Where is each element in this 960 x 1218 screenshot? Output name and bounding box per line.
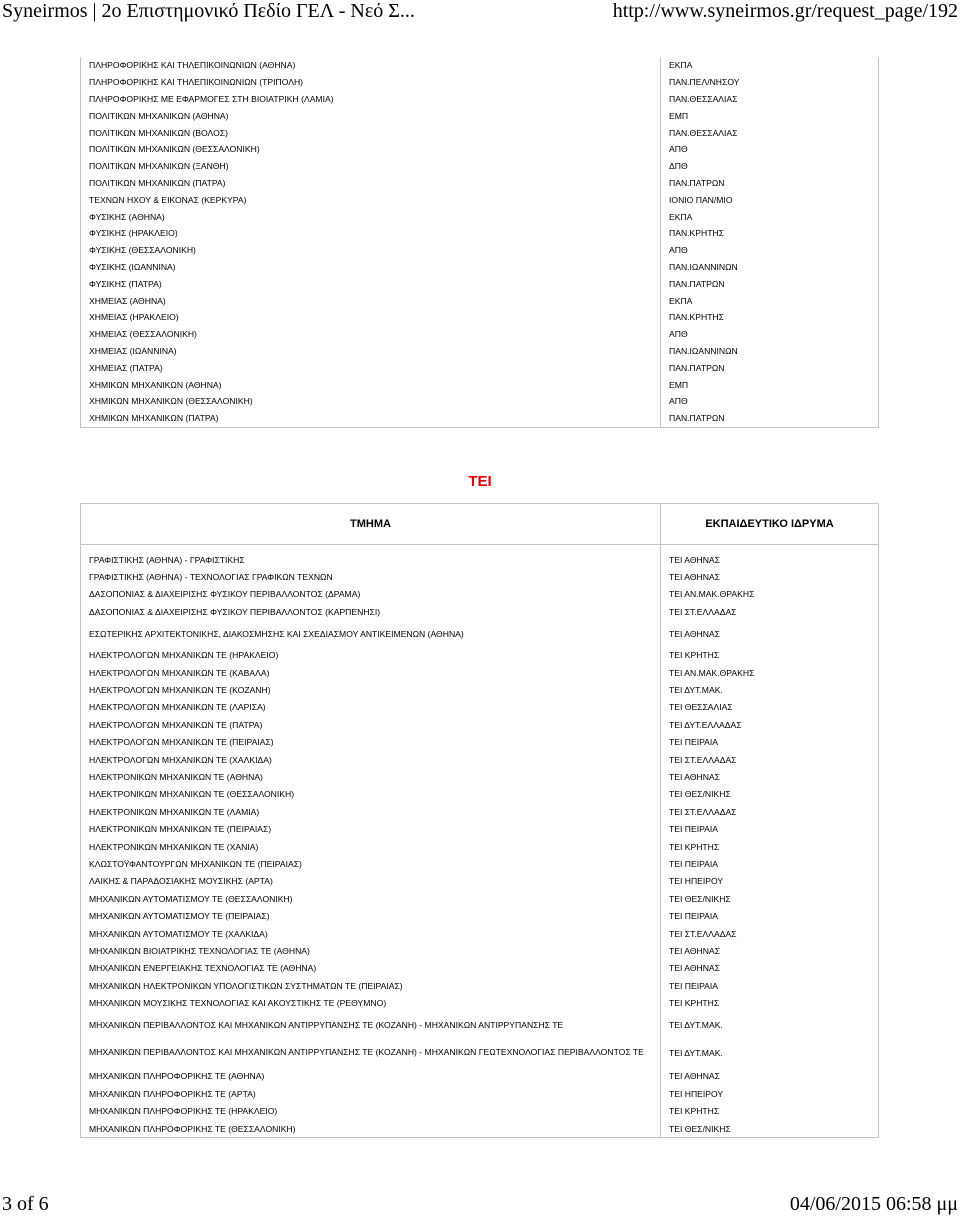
- department-cell: ΔΑΣΟΠΟΝΙΑΣ & ΔΙΑΧΕΙΡΙΣΗΣ ΦΥΣΙΚΟΥ ΠΕΡΙΒΑΛΛΟΝΤΟΣ (ΔΡΑΜΑ): [81, 586, 661, 603]
- table-row: [81, 141, 879, 158]
- table-row: [81, 820, 879, 837]
- page-title: Syneirmos | 2ο Επιστημονικό Πεδίο ΓΕΛ - Νεό Σ...: [2, 0, 415, 22]
- institution-cell: ΠΑΝ.ΠΑΤΡΩΝ: [661, 410, 879, 427]
- table-row: [81, 977, 879, 994]
- department-cell: ΤΕΧΝΩΝ ΗΧΟΥ & ΕΙΚΟΝΑΣ (ΚΕΡΚΥΡΑ): [81, 191, 661, 208]
- department-cell: ΧΗΜΕΙΑΣ (ΠΑΤΡΑ): [81, 359, 661, 376]
- table-row: [81, 699, 879, 716]
- column-header-institution: ΕΚΠΑΙΔΕΥΤΙΚΟ ΙΔΡΥΜΑ: [661, 504, 879, 545]
- institution-cell: ΠΑΝ.ΠΑΤΡΩΝ: [661, 359, 879, 376]
- institution-cell: ΔΠΘ: [661, 158, 879, 175]
- institution-cell: ΕΜΠ: [661, 107, 879, 124]
- institution-cell: ΠΑΝ.ΠΑΤΡΩΝ: [661, 275, 879, 292]
- table-row: [81, 393, 879, 410]
- department-cell: ΗΛΕΚΤΡΟΝΙΚΩΝ ΜΗΧΑΝΙΚΩΝ ΤΕ (ΛΑΜΙΑ): [81, 803, 661, 820]
- institution-cell: ΤΕΙ ΑΝ.ΜΑΚ.ΘΡΑΚΗΣ: [661, 664, 879, 681]
- table-row: [81, 359, 879, 376]
- page-url: http://www.syneirmos.gr/request_page/192: [612, 0, 958, 22]
- table-row: [81, 275, 879, 292]
- department-cell: ΠΟΛΙΤΙΚΩΝ ΜΗΧΑΝΙΚΩΝ (ΘΕΣΣΑΛΟΝΙΚΗ): [81, 141, 661, 158]
- institution-cell: ΤΕΙ ΑΘΗΝΑΣ: [661, 551, 879, 568]
- department-cell: ΜΗΧΑΝΙΚΩΝ ΠΕΡΙΒΑΛΛΟΝΤΟΣ ΚΑΙ ΜΗΧΑΝΙΚΩΝ ΑΝΤΙΡΡΥΠΑΝΣΗΣ ΤΕ (ΚΟΖΑΝΗ) - ΜΗΧΑΝΙΚΩΝ ΓΕΩΤΕΧΝΟΛΟΓΙΑΣ ΠΕΡΙΒΑΛΛΟΝΤΟΣ ΤΕ: [81, 1038, 661, 1068]
- table-row: [81, 716, 879, 733]
- print-datetime: 04/06/2015 06:58 μμ: [789, 1193, 958, 1215]
- institution-cell: ΠΑΝ.ΠΕΛ/ΝΗΣΟΥ: [661, 74, 879, 91]
- department-cell: ΠΟΛΙΤΙΚΩΝ ΜΗΧΑΝΙΚΩΝ (ΞΑΝΘΗ): [81, 158, 661, 175]
- table-row: [81, 208, 879, 225]
- department-cell: ΠΛΗΡΟΦΟΡΙΚΗΣ ΚΑΙ ΤΗΛΕΠΙΚΟΙΝΩΝΙΩΝ (ΑΘΗΝΑ): [81, 57, 661, 74]
- tei-section-title: ΤΕΙ: [468, 473, 492, 490]
- table-row: [81, 681, 879, 698]
- department-cell: ΜΗΧΑΝΙΚΩΝ ΑΥΤΟΜΑΤΙΣΜΟΥ ΤΕ (ΠΕΙΡΑΙΑΣ): [81, 907, 661, 924]
- department-cell: ΜΗΧΑΝΙΚΩΝ ΠΕΡΙΒΑΛΛΟΝΤΟΣ ΚΑΙ ΜΗΧΑΝΙΚΩΝ ΑΝΤΙΡΡΥΠΑΝΣΗΣ ΤΕ (ΚΟΖΑΝΗ) - ΜΗΧΑΝΙΚΩΝ ΑΝΤΙΡΡΥΠΑΝΣΗΣ ΤΕ: [81, 1012, 661, 1038]
- table-row: [81, 74, 879, 91]
- department-cell: ΗΛΕΚΤΡΟΝΙΚΩΝ ΜΗΧΑΝΙΚΩΝ ΤΕ (ΑΘΗΝΑ): [81, 768, 661, 785]
- institution-cell: ΤΕΙ ΠΕΙΡΑΙΑ: [661, 977, 879, 994]
- table-row: [81, 326, 879, 343]
- institution-cell: ΑΠΘ: [661, 393, 879, 410]
- department-cell: ΦΥΣΙΚΗΣ (ΗΡΑΚΛΕΙΟ): [81, 225, 661, 242]
- department-cell: ΜΗΧΑΝΙΚΩΝ ΒΙΟΙΑΤΡΙΚΗΣ ΤΕΧΝΟΛΟΓΙΑΣ ΤΕ (ΑΘΗΝΑ): [81, 942, 661, 959]
- table-row: [81, 568, 879, 585]
- institution-cell: ΤΕΙ ΚΡΗΤΗΣ: [661, 1103, 879, 1120]
- table-row: [81, 890, 879, 907]
- institution-cell: ΠΑΝ.ΙΩΑΝΝΙΝΩΝ: [661, 259, 879, 276]
- department-cell: ΗΛΕΚΤΡΟΛΟΓΩΝ ΜΗΧΑΝΙΚΩΝ ΤΕ (ΛΑΡΙΣΑ): [81, 699, 661, 716]
- department-cell: ΜΗΧΑΝΙΚΩΝ ΜΟΥΣΙΚΗΣ ΤΕΧΝΟΛΟΓΙΑΣ ΚΑΙ ΑΚΟΥΣΤΙΚΗΣ ΤΕ (ΡΕΘΥΜΝΟ): [81, 994, 661, 1011]
- department-cell: ΜΗΧΑΝΙΚΩΝ ΑΥΤΟΜΑΤΙΣΜΟΥ ΤΕ (ΘΕΣΣΑΛΟΝΙΚΗ): [81, 890, 661, 907]
- institution-cell: ΤΕΙ ΔΥΤ.ΕΛΛΑΔΑΣ: [661, 716, 879, 733]
- institution-cell: ΑΠΘ: [661, 141, 879, 158]
- institution-cell: ΤΕΙ ΠΕΙΡΑΙΑ: [661, 820, 879, 837]
- table-row: [81, 925, 879, 942]
- page-number: 3 of 6: [2, 1193, 49, 1215]
- department-cell: ΜΗΧΑΝΙΚΩΝ ΗΛΕΚΤΡΟΝΙΚΩΝ ΥΠΟΛΟΓΙΣΤΙΚΩΝ ΣΥΣΤΗΜΑΤΩΝ ΤΕ (ΠΕΙΡΑΙΑΣ): [81, 977, 661, 994]
- table-row: [81, 907, 879, 924]
- institution-cell: ΤΕΙ ΑΘΗΝΑΣ: [661, 942, 879, 959]
- department-cell: ΕΣΩΤΕΡΙΚΗΣ ΑΡΧΙΤΕΚΤΟΝΙΚΗΣ, ΔΙΑΚΟΣΜΗΣΗΣ ΚΑΙ ΣΧΕΔΙΑΣΜΟΥ ΑΝΤΙΚΕΙΜΕΝΩΝ (ΑΘΗΝΑ): [81, 621, 661, 647]
- institution-cell: ΠΑΝ.ΙΩΑΝΝΙΝΩΝ: [661, 343, 879, 360]
- table-row: [81, 803, 879, 820]
- institution-cell: ΤΕΙ ΗΠΕΙΡΟΥ: [661, 1085, 879, 1102]
- institution-cell: ΕΚΠΑ: [661, 57, 879, 74]
- institution-cell: ΠΑΝ.ΘΕΣΣΑΛΙΑΣ: [661, 91, 879, 108]
- department-cell: ΠΟΛΙΤΙΚΩΝ ΜΗΧΑΝΙΚΩΝ (ΑΘΗΝΑ): [81, 107, 661, 124]
- table-row: [81, 786, 879, 803]
- department-cell: ΜΗΧΑΝΙΚΩΝ ΕΝΕΡΓΕΙΑΚΗΣ ΤΕΧΝΟΛΟΓΙΑΣ ΤΕ (ΑΘΗΝΑ): [81, 960, 661, 977]
- institution-cell: ΤΕΙ ΘΕΣ/ΝΙΚΗΣ: [661, 890, 879, 907]
- table-row: [81, 410, 879, 427]
- institution-cell: ΤΕΙ ΑΝ.ΜΑΚ.ΘΡΑΚΗΣ: [661, 586, 879, 603]
- department-cell: ΧΗΜΕΙΑΣ (ΑΘΗΝΑ): [81, 292, 661, 309]
- department-cell: ΦΥΣΙΚΗΣ (ΘΕΣΣΑΛΟΝΙΚΗ): [81, 242, 661, 259]
- department-cell: ΗΛΕΚΤΡΟΝΙΚΩΝ ΜΗΧΑΝΙΚΩΝ ΤΕ (ΧΑΝΙΑ): [81, 838, 661, 855]
- institution-cell: ΤΕΙ ΠΕΙΡΑΙΑ: [661, 855, 879, 872]
- table-row: [81, 225, 879, 242]
- table-row: [81, 942, 879, 959]
- department-cell: ΚΛΩΣΤΟΫΦΑΝΤΟΥΡΓΩΝ ΜΗΧΑΝΙΚΩΝ ΤΕ (ΠΕΙΡΑΙΑΣ): [81, 855, 661, 872]
- table-row: [81, 309, 879, 326]
- institution-cell: ΤΕΙ ΘΕΣΣΑΛΙΑΣ: [661, 699, 879, 716]
- department-cell: ΦΥΣΙΚΗΣ (ΑΘΗΝΑ): [81, 208, 661, 225]
- department-cell: ΠΟΛΙΤΙΚΩΝ ΜΗΧΑΝΙΚΩΝ (ΒΟΛΟΣ): [81, 124, 661, 141]
- department-cell: ΦΥΣΙΚΗΣ (ΠΑΤΡΑ): [81, 275, 661, 292]
- institution-cell: ΤΕΙ ΣΤ.ΕΛΛΑΔΑΣ: [661, 751, 879, 768]
- table-row: [81, 994, 879, 1011]
- institution-cell: ΕΚΠΑ: [661, 208, 879, 225]
- table-row: [81, 1085, 879, 1102]
- table-row: [81, 621, 879, 647]
- institution-cell: ΕΚΠΑ: [661, 292, 879, 309]
- table-row: [81, 91, 879, 108]
- institution-cell: ΠΑΝ.ΘΕΣΣΑΛΙΑΣ: [661, 124, 879, 141]
- table-row: [81, 1012, 879, 1038]
- department-cell: ΧΗΜΕΙΑΣ (ΘΕΣΣΑΛΟΝΙΚΗ): [81, 326, 661, 343]
- department-cell: ΜΗΧΑΝΙΚΩΝ ΑΥΤΟΜΑΤΙΣΜΟΥ ΤΕ (ΧΑΛΚΙΔΑ): [81, 925, 661, 942]
- department-cell: ΠΛΗΡΟΦΟΡΙΚΗΣ ΚΑΙ ΤΗΛΕΠΙΚΟΙΝΩΝΙΩΝ (ΤΡΙΠΟΛΗ): [81, 74, 661, 91]
- department-cell: ΗΛΕΚΤΡΟΝΙΚΩΝ ΜΗΧΑΝΙΚΩΝ ΤΕ (ΠΕΙΡΑΙΑΣ): [81, 820, 661, 837]
- table-row: [81, 873, 879, 890]
- table-row: [81, 838, 879, 855]
- department-cell: ΧΗΜΙΚΩΝ ΜΗΧΑΝΙΚΩΝ (ΘΕΣΣΑΛΟΝΙΚΗ): [81, 393, 661, 410]
- table-row: [81, 259, 879, 276]
- table-row: [81, 603, 879, 620]
- table-row: [81, 1068, 879, 1085]
- tei-table-header: [81, 504, 879, 545]
- print-header: [0, 0, 960, 34]
- table-row: [81, 1103, 879, 1120]
- table-row: [81, 1038, 879, 1068]
- institution-cell: ΤΕΙ ΘΕΣ/ΝΙΚΗΣ: [661, 1120, 879, 1138]
- table-row: [81, 960, 879, 977]
- institution-cell: ΙΟΝΙΟ ΠΑΝ/ΜΙΟ: [661, 191, 879, 208]
- department-cell: ΗΛΕΚΤΡΟΛΟΓΩΝ ΜΗΧΑΝΙΚΩΝ ΤΕ (ΗΡΑΚΛΕΙΟ): [81, 647, 661, 664]
- table-row: [81, 664, 879, 681]
- department-cell: ΧΗΜΙΚΩΝ ΜΗΧΑΝΙΚΩΝ (ΑΘΗΝΑ): [81, 376, 661, 393]
- institution-cell: ΤΕΙ ΠΕΙΡΑΙΑ: [661, 734, 879, 751]
- department-cell: ΜΗΧΑΝΙΚΩΝ ΠΛΗΡΟΦΟΡΙΚΗΣ ΤΕ (ΑΘΗΝΑ): [81, 1068, 661, 1085]
- institution-cell: ΠΑΝ.ΠΑΤΡΩΝ: [661, 175, 879, 192]
- department-cell: ΗΛΕΚΤΡΟΛΟΓΩΝ ΜΗΧΑΝΙΚΩΝ ΤΕ (ΚΟΖΑΝΗ): [81, 681, 661, 698]
- table-row: [81, 191, 879, 208]
- institution-cell: ΤΕΙ ΑΘΗΝΑΣ: [661, 960, 879, 977]
- department-cell: ΠΟΛΙΤΙΚΩΝ ΜΗΧΑΝΙΚΩΝ (ΠΑΤΡΑ): [81, 175, 661, 192]
- institution-cell: ΤΕΙ ΠΕΙΡΑΙΑ: [661, 907, 879, 924]
- department-cell: ΓΡΑΦΙΣΤΙΚΗΣ (ΑΘΗΝΑ) - ΤΕΧΝΟΛΟΓΙΑΣ ΓΡΑΦΙΚΩΝ ΤΕΧΝΩΝ: [81, 568, 661, 585]
- institution-cell: ΤΕΙ ΣΤ.ΕΛΛΑΔΑΣ: [661, 603, 879, 620]
- institution-cell: ΤΕΙ ΘΕΣ/ΝΙΚΗΣ: [661, 786, 879, 803]
- department-cell: ΗΛΕΚΤΡΟΛΟΓΩΝ ΜΗΧΑΝΙΚΩΝ ΤΕ (ΚΑΒΑΛΑ): [81, 664, 661, 681]
- institution-cell: ΤΕΙ ΑΘΗΝΑΣ: [661, 568, 879, 585]
- institution-cell: ΤΕΙ ΑΘΗΝΑΣ: [661, 768, 879, 785]
- department-cell: ΗΛΕΚΤΡΟΛΟΓΩΝ ΜΗΧΑΝΙΚΩΝ ΤΕ (ΠΑΤΡΑ): [81, 716, 661, 733]
- department-cell: ΧΗΜΕΙΑΣ (ΗΡΑΚΛΕΙΟ): [81, 309, 661, 326]
- university-table: [80, 57, 879, 428]
- institution-cell: ΤΕΙ ΔΥΤ.ΜΑΚ.: [661, 681, 879, 698]
- institution-cell: ΑΠΘ: [661, 326, 879, 343]
- table-row: [81, 242, 879, 259]
- institution-cell: ΠΑΝ.ΚΡΗΤΗΣ: [661, 225, 879, 242]
- table-row: [81, 57, 879, 74]
- institution-cell: ΤΕΙ ΗΠΕΙΡΟΥ: [661, 873, 879, 890]
- table-row: [81, 376, 879, 393]
- department-cell: ΗΛΕΚΤΡΟΛΟΓΩΝ ΜΗΧΑΝΙΚΩΝ ΤΕ (ΧΑΛΚΙΔΑ): [81, 751, 661, 768]
- department-cell: ΜΗΧΑΝΙΚΩΝ ΠΛΗΡΟΦΟΡΙΚΗΣ ΤΕ (ΑΡΤΑ): [81, 1085, 661, 1102]
- table-row: [81, 751, 879, 768]
- institution-cell: ΤΕΙ ΑΘΗΝΑΣ: [661, 1068, 879, 1085]
- table-row: [81, 343, 879, 360]
- table-row: [81, 551, 879, 568]
- tei-table: [80, 503, 879, 1138]
- table-row: [81, 1120, 879, 1138]
- table-row: [81, 734, 879, 751]
- institution-cell: ΤΕΙ ΣΤ.ΕΛΛΑΔΑΣ: [661, 803, 879, 820]
- institution-cell: ΑΠΘ: [661, 242, 879, 259]
- column-header-department: ΤΜΗΜΑ: [81, 504, 661, 545]
- institution-cell: ΤΕΙ ΔΥΤ.ΜΑΚ.: [661, 1038, 879, 1068]
- institution-cell: ΤΕΙ ΚΡΗΤΗΣ: [661, 838, 879, 855]
- department-cell: ΗΛΕΚΤΡΟΛΟΓΩΝ ΜΗΧΑΝΙΚΩΝ ΤΕ (ΠΕΙΡΑΙΑΣ): [81, 734, 661, 751]
- table-row: [81, 107, 879, 124]
- department-cell: ΔΑΣΟΠΟΝΙΑΣ & ΔΙΑΧΕΙΡΙΣΗΣ ΦΥΣΙΚΟΥ ΠΕΡΙΒΑΛΛΟΝΤΟΣ (ΚΑΡΠΕΝΗΣΙ): [81, 603, 661, 620]
- institution-cell: ΤΕΙ ΚΡΗΤΗΣ: [661, 994, 879, 1011]
- department-cell: ΧΗΜΕΙΑΣ (ΙΩΑΝΝΙΝΑ): [81, 343, 661, 360]
- department-cell: ΜΗΧΑΝΙΚΩΝ ΠΛΗΡΟΦΟΡΙΚΗΣ ΤΕ (ΘΕΣΣΑΛΟΝΙΚΗ): [81, 1120, 661, 1138]
- institution-cell: ΤΕΙ ΔΥΤ.ΜΑΚ.: [661, 1012, 879, 1038]
- table-row: [81, 124, 879, 141]
- table-row: [81, 586, 879, 603]
- table-row: [81, 855, 879, 872]
- department-cell: ΦΥΣΙΚΗΣ (ΙΩΑΝΝΙΝΑ): [81, 259, 661, 276]
- table-row: [81, 647, 879, 664]
- table-row: [81, 175, 879, 192]
- institution-cell: ΤΕΙ ΣΤ.ΕΛΛΑΔΑΣ: [661, 925, 879, 942]
- department-cell: ΠΛΗΡΟΦΟΡΙΚΗΣ ΜΕ ΕΦΑΡΜΟΓΕΣ ΣΤΗ ΒΙΟΙΑΤΡΙΚΗ (ΛΑΜΙΑ): [81, 91, 661, 108]
- table-row: [81, 158, 879, 175]
- table-row: [81, 292, 879, 309]
- institution-cell: ΤΕΙ ΑΘΗΝΑΣ: [661, 621, 879, 647]
- print-footer: [0, 1193, 960, 1218]
- institution-cell: ΕΜΠ: [661, 376, 879, 393]
- department-cell: ΓΡΑΦΙΣΤΙΚΗΣ (ΑΘΗΝΑ) - ΓΡΑΦΙΣΤΙΚΗΣ: [81, 551, 661, 568]
- institution-cell: ΤΕΙ ΚΡΗΤΗΣ: [661, 647, 879, 664]
- department-cell: ΜΗΧΑΝΙΚΩΝ ΠΛΗΡΟΦΟΡΙΚΗΣ ΤΕ (ΗΡΑΚΛΕΙΟ): [81, 1103, 661, 1120]
- table-row: [81, 768, 879, 785]
- institution-cell: ΠΑΝ.ΚΡΗΤΗΣ: [661, 309, 879, 326]
- department-cell: ΛΑΙΚΗΣ & ΠΑΡΑΔΟΣΙΑΚΗΣ ΜΟΥΣΙΚΗΣ (ΑΡΤΑ): [81, 873, 661, 890]
- department-cell: ΗΛΕΚΤΡΟΝΙΚΩΝ ΜΗΧΑΝΙΚΩΝ ΤΕ (ΘΕΣΣΑΛΟΝΙΚΗ): [81, 786, 661, 803]
- department-cell: ΧΗΜΙΚΩΝ ΜΗΧΑΝΙΚΩΝ (ΠΑΤΡΑ): [81, 410, 661, 427]
